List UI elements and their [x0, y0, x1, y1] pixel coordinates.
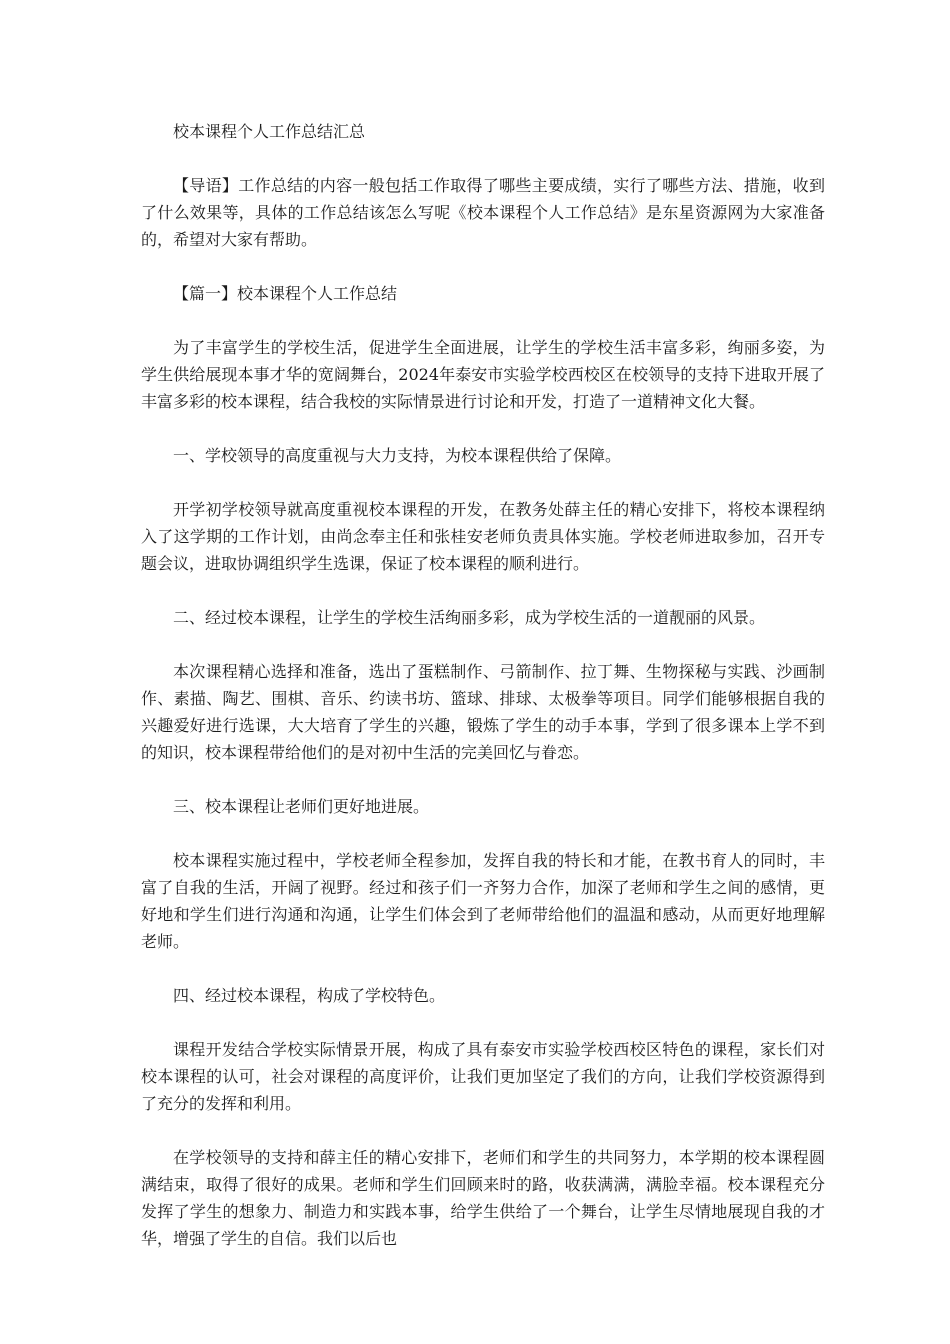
body-paragraph: 本次课程精心选择和准备，选出了蛋糕制作、弓箭制作、拉丁舞、生物探秘与实践、沙画制作、素描、陶艺、围棋、音乐、约读书坊、篮球、排球、太极拳等项目。同学们能够根据自我的兴趣爱好进行选课，大大培育了学生的兴趣，锻炼了学生的动手本事，学到了很多课本上学不到的知识，校本课程带给他们的是对初中生活的完美回忆与眷恋。	[141, 662, 825, 762]
body-paragraph: 开学初学校领导就高度重视校本课程的开发，在教务处薛主任的精心安排下，将校本课程纳入了这学期的工作计划，由尚念奉主任和张桂安老师负责具体实施。学校老师进取参加，召开专题会议，进取协调组织学生选课，保证了校本课程的顺利进行。	[141, 500, 825, 573]
intro-paragraph: 【导语】工作总结的内容一般包括工作取得了哪些主要成绩，实行了哪些方法、措施，收到了什么效果等，具体的工作总结该怎么写呢《校本课程个人工作总结》是东星资源网为大家准备的，希望对大家有帮助。	[141, 176, 825, 249]
body-paragraph: 课程开发结合学校实际情景开展，构成了具有泰安市实验学校西校区特色的课程，家长们对校本课程的认可，社会对课程的高度评价，让我们更加坚定了我们的方向，让我们学校资源得到了充分的发挥和利用。	[141, 1040, 825, 1113]
subsection-heading: 二、经过校本课程，让学生的学校生活绚丽多彩，成为学校生活的一道靓丽的风景。	[173, 608, 766, 627]
document-page	[141, 118, 825, 1252]
body-paragraph: 在学校领导的支持和薛主任的精心安排下，老师们和学生的共同努力，本学期的校本课程圆满结束，取得了很好的成果。老师和学生们回顾来时的路，收获满满，满脸幸福。校本课程充分发挥了学生的想象力、制造力和实践本事，给学生供给了一个舞台，让学生尽情地展现自我的才华，增强了学生的自信。我们以后也	[141, 1148, 825, 1248]
body-paragraph: 为了丰富学生的学校生活，促进学生全面进展，让学生的学校生活丰富多彩，绚丽多姿，为学生供给展现本事才华的宽阔舞台，2024年泰安市实验学校西校区在校领导的支持下进取开展了丰富多彩的校本课程，结合我校的实际情景进行讨论和开发，打造了一道精神文化大餐。	[141, 338, 825, 411]
body-paragraph: 校本课程实施过程中，学校老师全程参加，发挥自我的特长和才能，在教书育人的同时，丰富了自我的生活，开阔了视野。经过和孩子们一齐努力合作，加深了老师和学生之间的感情，更好地和学生们进行沟通和沟通，让学生们体会到了老师带给他们的温温和感动，从而更好地理解老师。	[141, 851, 825, 951]
subsection-heading: 四、经过校本课程，构成了学校特色。	[173, 986, 446, 1005]
section-heading: 【篇一】校本课程个人工作总结	[173, 284, 398, 303]
subsection-heading: 三、校本课程让老师们更好地进展。	[173, 797, 430, 816]
document-title: 校本课程个人工作总结汇总	[173, 122, 366, 141]
subsection-heading: 一、学校领导的高度重视与大力支持，为校本课程供给了保障。	[173, 446, 622, 465]
